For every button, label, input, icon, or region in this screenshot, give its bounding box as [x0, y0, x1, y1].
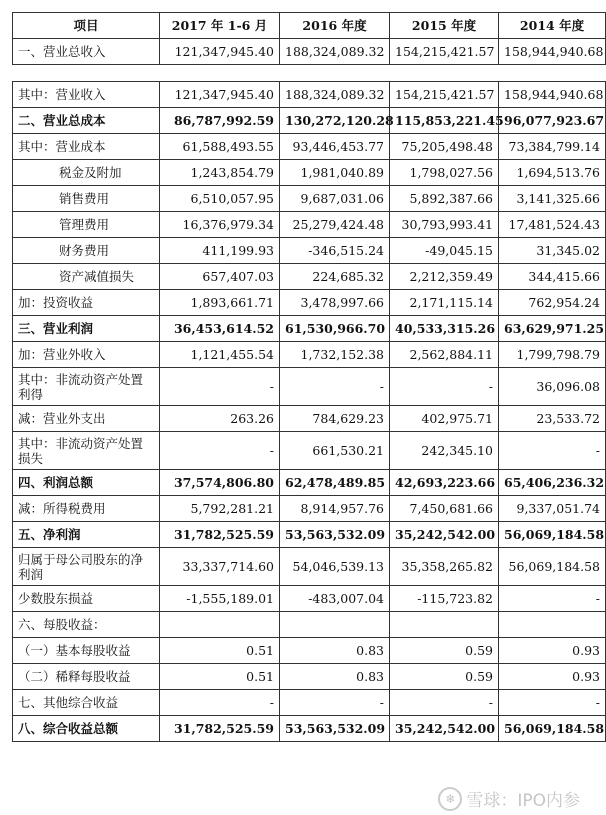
row-label: 减：所得税费用	[13, 496, 160, 522]
row-value: 6,510,057.95	[160, 186, 280, 212]
row-value: 23,533.72	[499, 406, 606, 432]
row-value: 0.59	[390, 638, 499, 664]
row-value: 62,478,489.85	[280, 470, 390, 496]
row-value: 75,205,498.48	[390, 134, 499, 160]
table-row	[13, 664, 606, 690]
row-value: 37,574,806.80	[160, 470, 280, 496]
row-value: 2,171,115.14	[390, 290, 499, 316]
row-label: 其中：营业成本	[13, 134, 160, 160]
row-value: 61,588,493.55	[160, 134, 280, 160]
row-value: 65,406,236.32	[499, 470, 606, 496]
row-value: -	[160, 690, 280, 716]
row-value: 30,793,993.41	[390, 212, 499, 238]
row-value: 154,215,421.57	[390, 39, 499, 65]
row-value: 3,478,997.66	[280, 290, 390, 316]
row-label: （二）稀释每股收益	[13, 664, 160, 690]
row-label: 六、每股收益：	[13, 612, 160, 638]
row-value: -	[390, 690, 499, 716]
row-value: 0.51	[160, 664, 280, 690]
row-value: 344,415.66	[499, 264, 606, 290]
row-value: 0.59	[390, 664, 499, 690]
row-value	[160, 612, 280, 638]
row-label: 加：投资收益	[13, 290, 160, 316]
row-value: 3,141,325.66	[499, 186, 606, 212]
row-value: 0.83	[280, 638, 390, 664]
table-row	[13, 342, 606, 368]
row-value: 762,954.24	[499, 290, 606, 316]
row-label: 八、综合收益总额	[13, 716, 160, 742]
table-row	[13, 82, 606, 108]
table-row	[13, 432, 606, 470]
table-row	[13, 496, 606, 522]
header-cell-2015: 2015 年度	[390, 13, 499, 39]
row-value: 657,407.03	[160, 264, 280, 290]
header-cell-2016: 2016 年度	[280, 13, 390, 39]
row-value: 224,685.32	[280, 264, 390, 290]
row-value: 9,337,051.74	[499, 496, 606, 522]
row-value: 121,347,945.40	[160, 39, 280, 65]
snowball-logo-icon: ❄	[438, 787, 462, 811]
row-value: -	[390, 368, 499, 406]
row-value: 1,694,513.76	[499, 160, 606, 186]
table-row	[13, 368, 606, 406]
row-value: 54,046,539.13	[280, 548, 390, 586]
table-row	[13, 612, 606, 638]
row-label: 四、利润总额	[13, 470, 160, 496]
row-value: 42,693,223.66	[390, 470, 499, 496]
table-row-total-revenue	[13, 39, 606, 65]
row-value: 53,563,532.09	[280, 522, 390, 548]
row-value: 0.51	[160, 638, 280, 664]
table-row	[13, 316, 606, 342]
row-value: 36,453,614.52	[160, 316, 280, 342]
row-label: 五、净利润	[13, 522, 160, 548]
table-row	[13, 638, 606, 664]
row-value: 8,914,957.76	[280, 496, 390, 522]
row-value	[499, 612, 606, 638]
table-row	[13, 522, 606, 548]
row-label: 财务费用	[13, 238, 160, 264]
table-row	[13, 134, 606, 160]
table-row	[13, 160, 606, 186]
row-value: 53,563,532.09	[280, 716, 390, 742]
row-label: 其中：营业收入	[13, 82, 160, 108]
row-value: 17,481,524.43	[499, 212, 606, 238]
row-value: 63,629,971.25	[499, 316, 606, 342]
row-label: 七、其他综合收益	[13, 690, 160, 716]
header-cell-2014: 2014 年度	[499, 13, 606, 39]
row-label: 其中：非流动资产处置利得	[13, 368, 160, 406]
row-value: 5,792,281.21	[160, 496, 280, 522]
row-label: 二、营业总成本	[13, 108, 160, 134]
row-value: -49,045.15	[390, 238, 499, 264]
table-row	[13, 264, 606, 290]
row-value: 31,345.02	[499, 238, 606, 264]
row-value: 2,562,884.11	[390, 342, 499, 368]
row-value: 158,944,940.68	[499, 82, 606, 108]
row-value: 158,944,940.68	[499, 39, 606, 65]
row-value: 9,687,031.06	[280, 186, 390, 212]
row-value: 0.93	[499, 638, 606, 664]
row-label: 税金及附加	[13, 160, 160, 186]
row-value: 188,324,089.32	[280, 82, 390, 108]
table-row	[13, 548, 606, 586]
row-value: 93,446,453.77	[280, 134, 390, 160]
row-value: -	[280, 690, 390, 716]
row-value: 33,337,714.60	[160, 548, 280, 586]
row-value: 56,069,184.58	[499, 716, 606, 742]
row-value: 661,530.21	[280, 432, 390, 470]
row-value: 0.83	[280, 664, 390, 690]
table-row	[13, 186, 606, 212]
row-value: 35,358,265.82	[390, 548, 499, 586]
row-value: 115,853,221.45	[390, 108, 499, 134]
row-value: 86,787,992.59	[160, 108, 280, 134]
row-value: 96,077,923.67	[499, 108, 606, 134]
row-value: 402,975.71	[390, 406, 499, 432]
row-value: 1,981,040.89	[280, 160, 390, 186]
row-value: 56,069,184.58	[499, 522, 606, 548]
row-value: -1,555,189.01	[160, 586, 280, 612]
row-value: 61,530,966.70	[280, 316, 390, 342]
row-value: 5,892,387.66	[390, 186, 499, 212]
table-row	[13, 690, 606, 716]
row-label: 资产减值损失	[13, 264, 160, 290]
row-value: 16,376,979.34	[160, 212, 280, 238]
row-label: 销售费用	[13, 186, 160, 212]
row-value: -	[280, 368, 390, 406]
watermark	[438, 786, 580, 811]
row-label: 减：营业外支出	[13, 406, 160, 432]
row-value	[280, 612, 390, 638]
row-value: 263.26	[160, 406, 280, 432]
row-value: 35,242,542.00	[390, 522, 499, 548]
row-value: 1,893,661.71	[160, 290, 280, 316]
table-row	[13, 238, 606, 264]
row-label: 三、营业利润	[13, 316, 160, 342]
table-row	[13, 212, 606, 238]
row-value: 25,279,424.48	[280, 212, 390, 238]
row-value	[390, 612, 499, 638]
row-value: -	[160, 432, 280, 470]
header-cell-2017h1: 2017 年 1-6 月	[160, 13, 280, 39]
row-value: 242,345.10	[390, 432, 499, 470]
header-row	[13, 13, 606, 39]
row-value: -	[499, 432, 606, 470]
table-row	[13, 716, 606, 742]
row-value: 7,450,681.66	[390, 496, 499, 522]
row-value: 121,347,945.40	[160, 82, 280, 108]
row-value: 40,533,315.26	[390, 316, 499, 342]
row-value: 1,243,854.79	[160, 160, 280, 186]
table-row	[13, 586, 606, 612]
table-row	[13, 406, 606, 432]
row-value: -483,007.04	[280, 586, 390, 612]
row-value: 2,212,359.49	[390, 264, 499, 290]
row-label: （一）基本每股收益	[13, 638, 160, 664]
income-statement-table	[12, 81, 606, 742]
table-row	[13, 108, 606, 134]
row-value: 1,732,152.38	[280, 342, 390, 368]
row-value: 73,384,799.14	[499, 134, 606, 160]
row-value: 31,782,525.59	[160, 716, 280, 742]
row-value: -346,515.24	[280, 238, 390, 264]
row-value: 31,782,525.59	[160, 522, 280, 548]
row-value: -115,723.82	[390, 586, 499, 612]
row-label: 归属于母公司股东的净利润	[13, 548, 160, 586]
row-value: 784,629.23	[280, 406, 390, 432]
row-value: 0.93	[499, 664, 606, 690]
row-value: 1,121,455.54	[160, 342, 280, 368]
row-value: 154,215,421.57	[390, 82, 499, 108]
row-value: 36,096.08	[499, 368, 606, 406]
row-value: 411,199.93	[160, 238, 280, 264]
row-label: 其中：非流动资产处置损失	[13, 432, 160, 470]
row-value: -	[499, 690, 606, 716]
row-value: 1,798,027.56	[390, 160, 499, 186]
table-row	[13, 290, 606, 316]
header-cell-item: 项目	[13, 13, 160, 39]
income-statement-header-table	[12, 12, 606, 65]
table-row	[13, 470, 606, 496]
row-value: 188,324,089.32	[280, 39, 390, 65]
watermark-text: 雪球：IPO内参	[466, 791, 580, 811]
row-value: 56,069,184.58	[499, 548, 606, 586]
row-value: -	[160, 368, 280, 406]
row-label: 管理费用	[13, 212, 160, 238]
row-label: 一、营业总收入	[13, 39, 160, 65]
row-value: 35,242,542.00	[390, 716, 499, 742]
row-label: 加：营业外收入	[13, 342, 160, 368]
row-value: -	[499, 586, 606, 612]
row-value: 1,799,798.79	[499, 342, 606, 368]
row-value: 130,272,120.28	[280, 108, 390, 134]
row-label: 少数股东损益	[13, 586, 160, 612]
